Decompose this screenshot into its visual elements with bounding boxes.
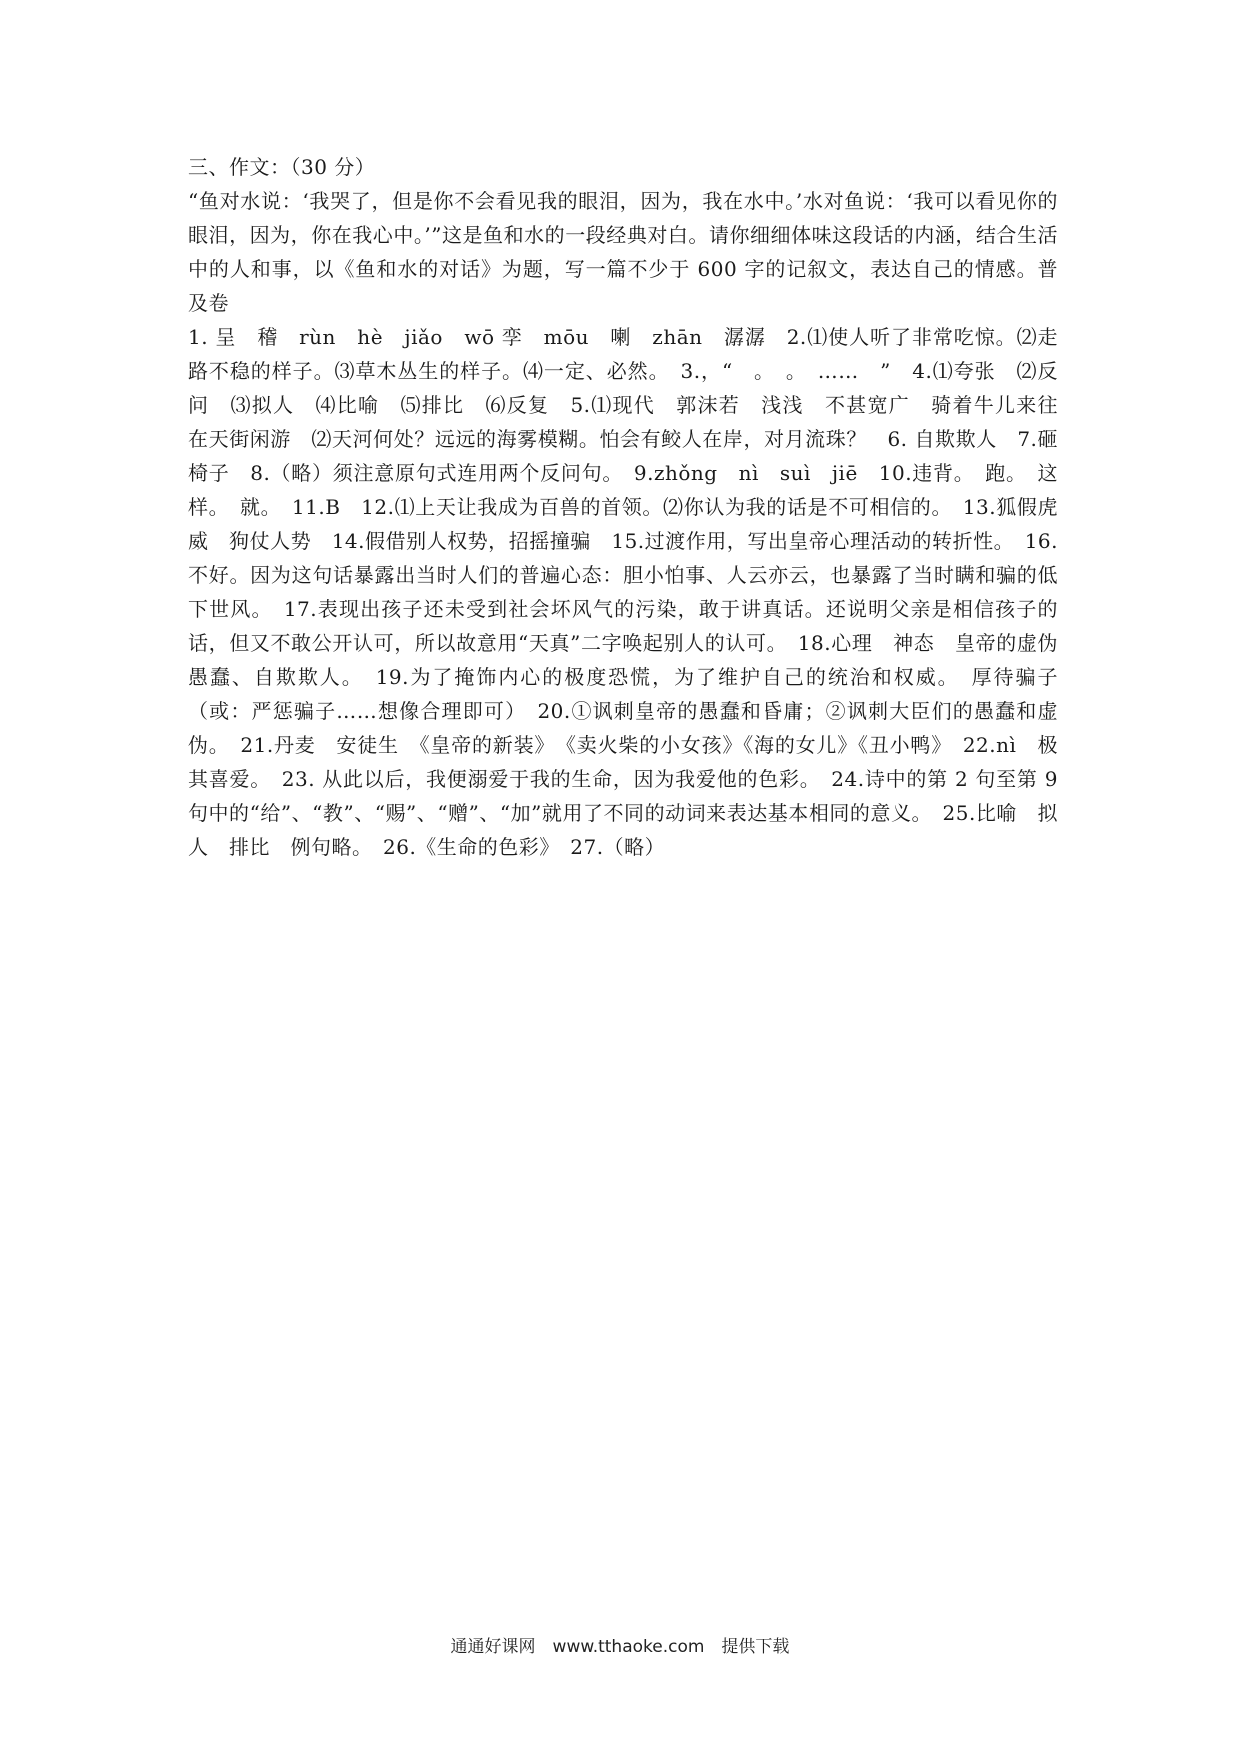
answer-key-paragraph: 1. 呈 稽 rùn hè jiǎo wō 孪 mōu 喇 zhān 潺潺 2.⑴使人听了非常吃惊。⑵走路不稳的样子。⑶草木丛生的样子。⑷一定、必然。 3.，“ 。 。 …… ” 4.⑴夸张 ⑵反问 ⑶拟人 ⑷比喻 ⑸排比 ⑹反复 5.⑴现代 郭沫若 浅浅 不甚宽广 骑着牛儿来往 在天街闲游 ⑵天河何处？远远的海雾模糊。怕会有鲛人在岸，对月流珠？ 6. 自欺欺人 7.砸 椅子 8.（略）须注意原句式连用两个反问句。 9.zhǒng nì suì jiē 10.违背。 跑。 这样。 就。 11.B 12.⑴上天让我成为百兽的首领。⑵你认为我的话是不可相信的。 13.狐假虎威 狗仗人势 14.假借别人权势，招摇撞骗 15.过渡作用，写出皇帝心理活动的转折性。 16.不好。因为这句话暴露出当时人们的普遍心态：胆小怕事、人云亦云，也暴露了当时瞒和骗的低下世风。 17.表现出孩子还未受到社会坏风气的污染，敢于讲真话。还说明父亲是相信孩子的话，但又不敢公开认可，所以故意用“天真”二字唤起别人的认可。 18.心理 神态 皇帝的虚伪愚蠢、自欺欺人。 19.为了掩饰内心的极度恐慌，为了维护自己的统治和权威。 厚待骗子（或：严惩骗子……想像合理即可） 20.①讽刺皇帝的愚蠢和昏庸；②讽刺大臣们的愚蠢和虚伪。 21.丹麦 安徒生 《皇帝的新装》 《卖火柴的小女孩》《海的女儿》《丑小鸭》 22.nì 极其喜爱。 23. 从此以后，我便溺爱于我的生命，因为我爱他的色彩。 24.诗中的第 2 句至第 9 句中的“给”、“教”、“赐”、“赠”、“加”就用了不同的动词来表达基本相同的意义。 25.比喻 拟人 排比 例句略。 26.《生命的色彩》 27.（略） [188, 325, 1079, 859]
page-footer: 通通好课网 www.tthaoke.com 提供下载 [450, 1637, 790, 1657]
essay-prompt-paragraph: “鱼对水说：‘我哭了，但是你不会看见我的眼泪，因为，我在水中。’水对鱼说：‘我可以看见你的眼泪，因为，你在我心中。’”这是鱼和水的一段经典对白。请你细细体味这段话的内涵，结合生活中的人和事，以《鱼和水的对话》为题，写一篇不少于 600 字的记叙文，表达自己的情感。普及卷 [188, 189, 1058, 315]
section-heading: 三、作文：（30 分） [188, 155, 376, 179]
document-body [188, 150, 1079, 864]
